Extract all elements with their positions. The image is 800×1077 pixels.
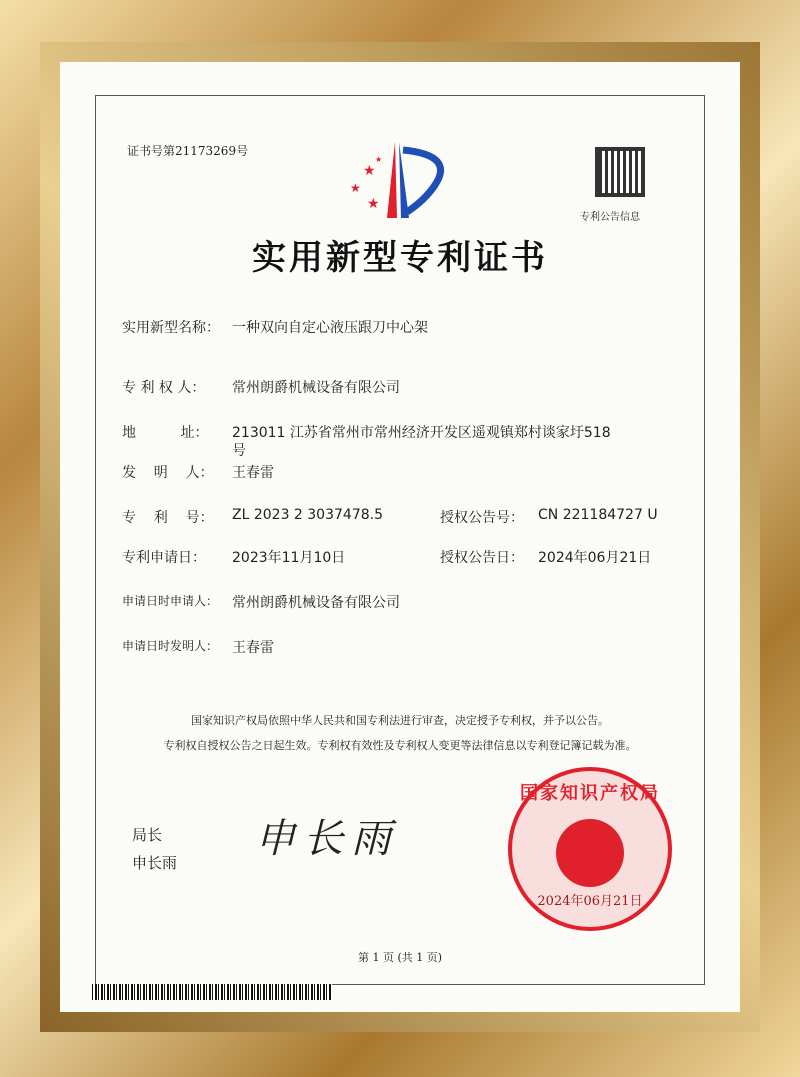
inventor-at-filing-label: 申请日时发明人： <box>122 639 219 653</box>
grant-date-label: 授权公告日： <box>440 550 524 566</box>
seal-date: 2024年06月21日 <box>537 894 643 909</box>
barcode <box>92 984 332 1000</box>
cnipa-logo-icon <box>345 140 455 220</box>
page-number: 第 1 页 (共 1 页) <box>357 951 443 964</box>
qr-label: 专利公告信息 <box>580 212 640 223</box>
patent-no-value: ZL 2023 2 3037478.5 <box>232 507 383 523</box>
grant-note-line2: 专利权自授权公告之日起生效。专利权有效性及专利权人变更等法律信息以专利登记簿记载为准。 <box>163 739 637 752</box>
official-seal <box>508 767 672 931</box>
svg-text:★: ★ <box>367 196 380 212</box>
director-name: 申长雨 <box>132 854 178 872</box>
grant-note-line1: 国家知识产权局依照中华人民共和国专利法进行审查，决定授予专利权，并予以公告。 <box>191 714 609 727</box>
grant-date-value: 2024年06月21日 <box>538 550 652 566</box>
applicant-at-filing-label: 申请日时申请人： <box>122 594 219 608</box>
certificate-title: 实用新型专利证书 <box>252 238 548 278</box>
filing-date-value: 2023年11月10日 <box>232 550 346 566</box>
director-title: 局长 <box>132 826 163 844</box>
address-label: 地 址： <box>122 425 209 441</box>
filing-date-label: 专利申请日： <box>122 550 206 566</box>
owner-value: 常州朗爵机械设备有限公司 <box>232 380 400 396</box>
inventor-value: 王春雷 <box>232 465 274 481</box>
svg-text:★: ★ <box>350 181 361 195</box>
qr-code[interactable] <box>595 147 645 197</box>
patent-no-label: 专 利 号： <box>122 510 214 526</box>
certificate-number: 证书号第21173269号 <box>127 144 249 158</box>
seal-text: 国家知识产权局 <box>520 783 660 804</box>
svg-text:★: ★ <box>363 163 376 179</box>
inventor-label: 发 明 人： <box>122 465 214 481</box>
grant-no-label: 授权公告号： <box>440 510 524 526</box>
applicant-at-filing-value: 常州朗爵机械设备有限公司 <box>232 595 400 611</box>
inventor-at-filing-value: 王春雷 <box>232 640 274 656</box>
director-signature: 申长雨 <box>255 816 399 862</box>
certificate-paper <box>60 62 740 1012</box>
name-label: 实用新型名称： <box>122 320 220 336</box>
owner-label: 专 利 权 人： <box>122 380 206 396</box>
address-value: 213011 江苏省常州市常州经济开发区遥观镇郑村谈家圩518 <box>232 425 611 441</box>
grant-no-value: CN 221184727 U <box>538 507 658 523</box>
svg-text:★: ★ <box>375 155 383 164</box>
name-value: 一种双向自定心液压跟刀中心架 <box>232 320 428 336</box>
address-value-cont: 号 <box>232 443 246 459</box>
national-emblem-icon <box>556 819 624 887</box>
